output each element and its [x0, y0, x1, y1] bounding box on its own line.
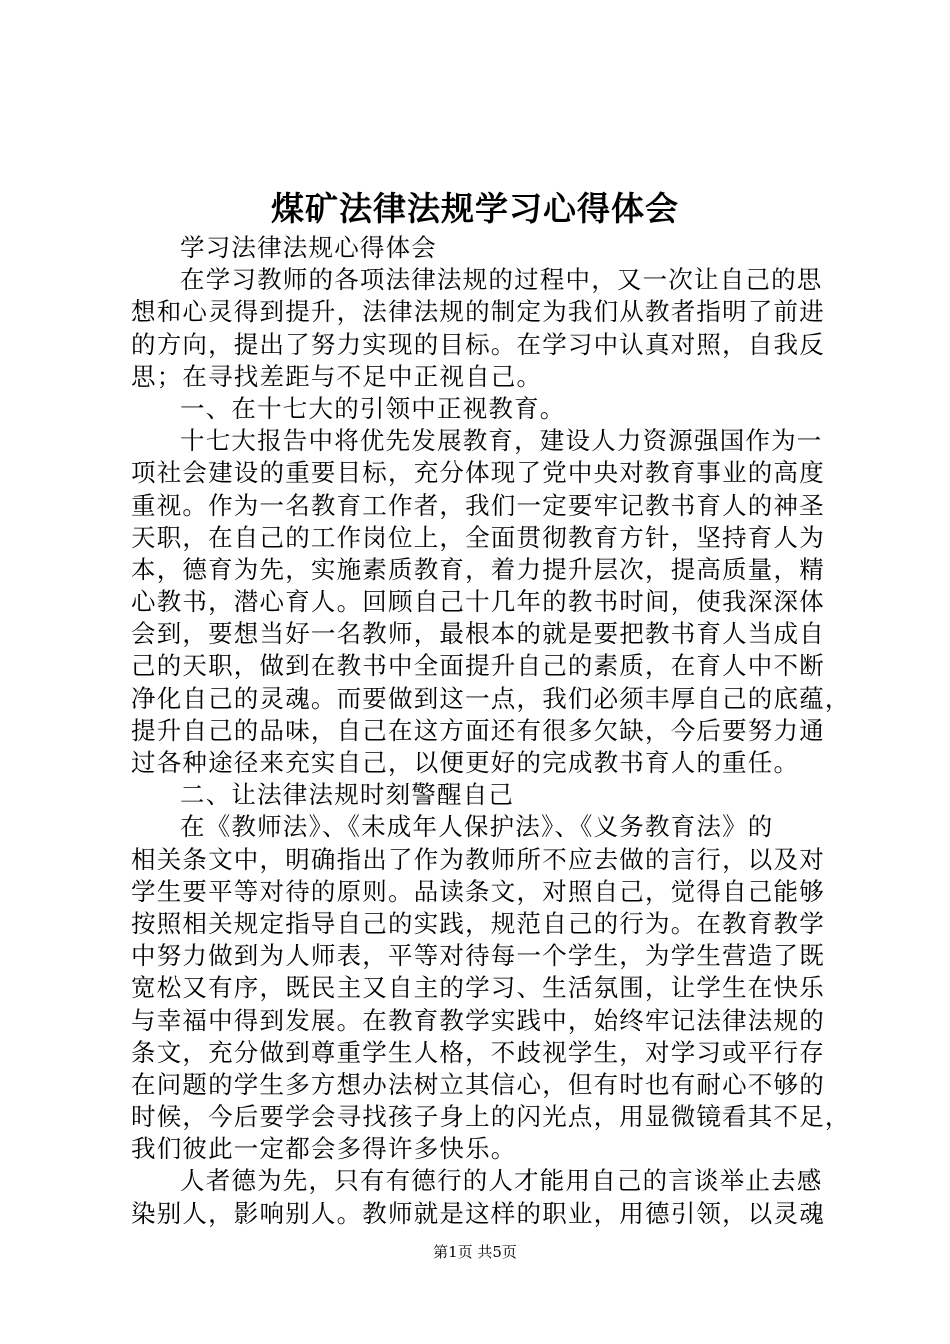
paragraph-line: 宽松又有序，既民主又自主的学习、生活氛围，让学生在快乐: [131, 973, 825, 1003]
paragraph-line: 十七大报告中将优先发展教育，建设人力资源强国作为一: [180, 426, 823, 456]
paragraph-line: 心教书，潜心育人。回顾自己十几年的教书时间，使我深深体: [131, 587, 825, 617]
paragraph-line: 染别人，影响别人。教师就是这样的职业，用德引领，以灵魂: [131, 1198, 825, 1228]
paragraph-line: 人者德为先，只有有德行的人才能用自己的言谈举止去感: [180, 1166, 823, 1196]
paragraph-line: 过各种途径来充实自己，以便更好的完成教书育人的重任。: [131, 748, 800, 777]
paragraph-line: 在《教师法》、《未成年人保护法》、《义务教育法》的: [180, 812, 774, 842]
paragraph-line: 学生要平等对待的原则。品读条文，对照自己，觉得自己能够: [131, 876, 825, 906]
paragraph-line: 中努力做到为人师表，平等对待每一个学生，为学生营造了既: [131, 941, 825, 971]
paragraph-line: 提升自己的品味，自己在这方面还有很多欠缺，今后要努力通: [131, 715, 825, 745]
section-heading: 一、在十七大的引领中正视教育。: [180, 393, 566, 423]
paragraph-line: 条文，充分做到尊重学生人格，不歧视学生，对学习或平行存: [131, 1037, 825, 1067]
page-footer: 第1页 共5页: [433, 1243, 517, 1261]
paragraph-line: 己的天职，做到在教书中全面提升自己的素质，在育人中不断: [131, 651, 825, 681]
paragraph-line: 本，德育为先，实施素质教育，着力提升层次，提高质量，精: [131, 554, 825, 584]
paragraph-line: 项社会建设的重要目标，充分体现了党中央对教育事业的高度: [131, 458, 825, 488]
paragraph-line: 我们彼此一定都会多得许多快乐。: [131, 1134, 517, 1164]
document-body: [131, 232, 851, 1230]
paragraph-line: 在问题的学生多方想办法树立其信心，但有时也有耐心不够的: [131, 1069, 825, 1099]
paragraph-line: 净化自己的灵魂。而要做到这一点，我们必须丰厚自己的底蕴，: [131, 683, 851, 713]
paragraph-line: 想和心灵得到提升，法律法规的制定为我们从教者指明了前进: [131, 297, 825, 327]
paragraph-line: 与幸福中得到发展。在教育教学实践中，始终牢记法律法规的: [131, 1005, 825, 1035]
section-heading: 二、让法律法规时刻警醒自己: [180, 780, 515, 810]
paragraph-line: 时候，今后要学会寻找孩子身上的闪光点，用显微镜看其不足，: [131, 1102, 851, 1132]
paragraph-line: 的方向，提出了努力实现的目标。在学习中认真对照，自我反: [131, 329, 825, 359]
paragraph-line: 在学习教师的各项法律法规的过程中，又一次让自己的思: [180, 265, 823, 295]
paragraph-line: 重视。作为一名教育工作者，我们一定要牢记教书育人的神圣: [131, 490, 825, 520]
paragraph-line: 天职，在自己的工作岗位上，全面贯彻教育方针，坚持育人为: [131, 522, 825, 552]
paragraph-line: 思；在寻找差距与不足中正视自己。: [131, 361, 543, 391]
paragraph-line: 按照相关规定指导自己的实践，规范自己的行为。在教育教学: [131, 908, 825, 938]
paragraph-line: 会到，要想当好一名教师，最根本的就是要把教书育人当成自: [131, 619, 825, 649]
paragraph-line: 学习法律法规心得体会: [180, 233, 437, 262]
paragraph-line: 相关条文中，明确指出了作为教师所不应去做的言行，以及对: [131, 844, 825, 874]
document-title: 煤矿法律法规学习心得体会: [271, 189, 679, 228]
